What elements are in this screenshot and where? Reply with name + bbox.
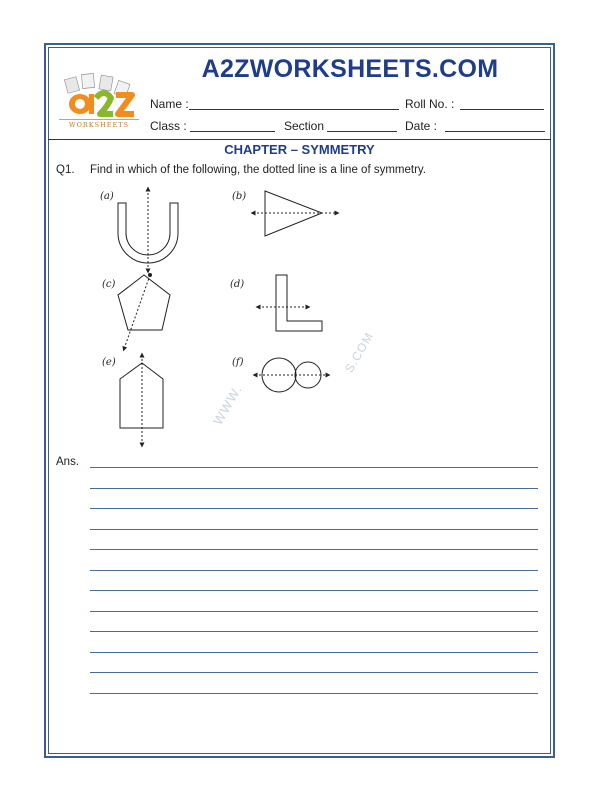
figure-e-label: (e): [102, 357, 116, 368]
answer-line[interactable]: [90, 508, 538, 509]
figure-a-u-shape: [118, 189, 178, 271]
figure-f-label: (f): [232, 357, 244, 368]
answer-line[interactable]: [90, 467, 538, 468]
date-field[interactable]: [445, 131, 545, 132]
class-field[interactable]: [190, 131, 275, 132]
answer-line[interactable]: [90, 631, 538, 632]
logo-text: WORKSHEETS: [68, 121, 130, 129]
question-number: Q1.: [56, 164, 75, 176]
roll-label: Roll No. :: [405, 97, 455, 111]
watermark-left: WWW.: [210, 382, 245, 428]
figure-d-label: (d): [230, 279, 245, 290]
a2z-logo: [56, 72, 142, 132]
figure-d-l-shape: [258, 275, 322, 331]
figure-b-label: (b): [232, 191, 247, 202]
figure-f-circles: [255, 358, 328, 392]
answer-line[interactable]: [90, 611, 538, 612]
figure-b-triangle: [253, 191, 337, 236]
chapter-title: CHAPTER – SYMMETRY: [224, 142, 375, 157]
section-field[interactable]: [327, 131, 397, 132]
answer-line[interactable]: [90, 693, 538, 694]
header-separator: [48, 139, 551, 140]
answer-line[interactable]: [90, 590, 538, 591]
answer-line[interactable]: [90, 652, 538, 653]
answer-line[interactable]: [90, 488, 538, 489]
date-label: Date :: [405, 119, 438, 133]
answer-line[interactable]: [90, 570, 538, 571]
name-field[interactable]: [189, 109, 399, 110]
question-text: Find in which of the following, the dotted line is a line of symmetry.: [90, 164, 427, 176]
roll-field[interactable]: [460, 109, 544, 110]
site-title: A2ZWORKSHEETS.COM: [201, 55, 499, 83]
figure-c-pentagon: [118, 274, 170, 350]
figure-a-label: (a): [100, 191, 114, 202]
symmetry-figures: [90, 183, 390, 453]
section-label: Section: [284, 119, 325, 133]
answer-label: Ans.: [56, 456, 80, 468]
watermark-right: S.COM: [342, 329, 377, 375]
class-label: Class :: [150, 119, 187, 133]
answer-line[interactable]: [90, 672, 538, 673]
answer-line[interactable]: [90, 529, 538, 530]
answer-line[interactable]: [90, 549, 538, 550]
name-label: Name :: [150, 97, 189, 111]
figure-e-house: [120, 355, 163, 445]
figure-c-label: (c): [102, 279, 116, 290]
